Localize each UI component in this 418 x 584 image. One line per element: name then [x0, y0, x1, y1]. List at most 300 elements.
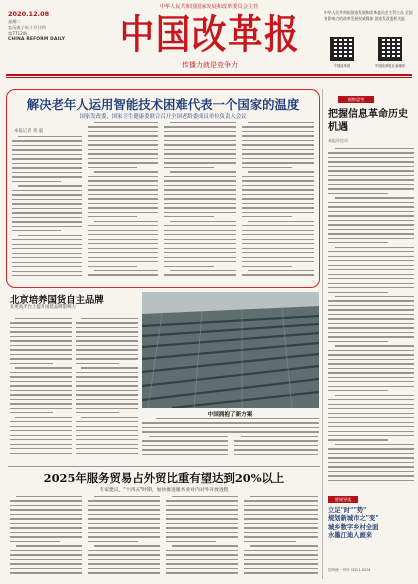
right-column-text [328, 148, 414, 488]
body-text-line [244, 541, 296, 542]
body-text-line [142, 440, 228, 441]
body-text-line [242, 234, 314, 235]
body-text-line [328, 354, 414, 355]
issue-weekday: 星期二 [8, 19, 21, 24]
body-text-line [164, 216, 214, 217]
body-text-line [335, 197, 414, 198]
body-text-line [328, 242, 388, 243]
second-story-headline[interactable]: 北京培养国货自主品牌 [10, 295, 104, 306]
body-text-line [76, 439, 138, 440]
body-text-line [164, 243, 236, 244]
body-text-line [12, 212, 82, 213]
body-text-line [328, 408, 414, 409]
bottom-story-text-column [10, 496, 82, 580]
body-text-line [76, 408, 138, 409]
body-text-line [328, 170, 414, 171]
body-text-line [10, 444, 72, 445]
body-text-line [94, 122, 158, 123]
body-text-line [166, 568, 238, 569]
body-text-line [242, 243, 314, 244]
body-text-line [76, 430, 138, 431]
body-text-line [234, 440, 318, 441]
body-text-line [12, 230, 61, 231]
body-text-line [76, 376, 138, 377]
body-text-line [328, 422, 414, 423]
body-text-line [12, 271, 82, 272]
body-text-line [88, 536, 160, 537]
body-text-line [248, 270, 314, 271]
body-text-line [164, 252, 236, 253]
body-text-line [10, 541, 60, 542]
body-text-line [244, 527, 318, 528]
body-text-line [10, 327, 72, 328]
body-text-line [88, 176, 158, 177]
body-text-line [15, 417, 72, 418]
body-text-line [76, 354, 138, 355]
body-text-line [244, 509, 318, 510]
body-text-line [244, 532, 318, 533]
second-story-text-column [76, 318, 138, 460]
body-text-line [164, 153, 236, 154]
body-text-line [10, 354, 72, 355]
body-text-line [335, 148, 414, 149]
body-text-line [234, 454, 318, 455]
body-text-line [12, 257, 82, 258]
body-text-line [76, 363, 119, 364]
body-text-line [76, 381, 138, 382]
body-text-line [172, 545, 238, 546]
body-text-line [328, 332, 414, 333]
english-name: CHINA REFORM DAILY [8, 37, 66, 42]
body-text-line [248, 221, 314, 222]
body-text-line [328, 426, 414, 427]
body-text-line [328, 265, 414, 266]
body-text-line [328, 466, 414, 467]
news-photo[interactable] [142, 292, 319, 408]
body-text-line [16, 496, 82, 497]
body-text-line [242, 140, 314, 141]
body-text-line [164, 140, 236, 141]
body-text-line [88, 568, 160, 569]
body-text-line [328, 453, 414, 454]
body-text-line [94, 171, 158, 172]
lead-story-text-column [164, 122, 236, 282]
body-text-line [88, 212, 158, 213]
body-text-line [242, 207, 314, 208]
toc-item[interactable]: 立足"时""势" [328, 507, 367, 514]
body-text-line [142, 454, 228, 455]
masthead [0, 0, 418, 82]
body-text-line [164, 158, 236, 159]
body-text-line [328, 439, 388, 440]
body-text-line [88, 532, 160, 533]
body-text-line [88, 266, 137, 267]
body-text-line [88, 140, 158, 141]
issue-lunar-date: 农历庚子年十月廿四 [8, 25, 46, 30]
body-text-line [328, 305, 414, 306]
body-text-line [12, 226, 82, 227]
body-text-line [76, 435, 138, 436]
body-text-line [94, 221, 158, 222]
body-text-line [242, 261, 314, 262]
body-text-line [164, 144, 236, 145]
body-text-line [76, 421, 138, 422]
second-story-subheadline: 在更高平台上提升国货品牌影响力 [10, 305, 76, 310]
body-text-line [15, 367, 72, 368]
body-text-line [242, 189, 314, 190]
body-text-line [250, 545, 318, 546]
body-text-line [76, 385, 138, 386]
body-text-line [242, 216, 292, 217]
body-text-line [164, 131, 236, 132]
body-text-line [12, 145, 82, 146]
body-text-line [12, 158, 82, 159]
body-text-line [328, 381, 414, 382]
body-text-line [88, 559, 160, 560]
body-text-line [76, 336, 138, 337]
body-text-line [10, 408, 72, 409]
body-text-line [328, 283, 414, 284]
body-text-line [88, 243, 158, 244]
body-text-line [242, 158, 314, 159]
body-text-line [10, 363, 53, 364]
body-text-line [164, 248, 236, 249]
body-text-line [328, 431, 414, 432]
bottom-story-text-column [244, 496, 318, 580]
lead-story-text-column [242, 122, 314, 282]
body-text-line [164, 198, 236, 199]
body-text-line [248, 122, 314, 123]
body-text-line [12, 181, 61, 182]
body-text-line [164, 234, 236, 235]
body-text-line [242, 131, 314, 132]
toc-item[interactable]: 规划新城市之"变" [328, 515, 379, 523]
body-text-line [10, 421, 72, 422]
body-text-line [88, 225, 158, 226]
body-text-line [164, 203, 236, 204]
body-text-line [170, 171, 236, 172]
body-text-line [88, 189, 158, 190]
body-text-line [10, 336, 72, 337]
body-text-line [328, 179, 414, 180]
body-text-line [12, 172, 82, 173]
body-text-line [88, 131, 158, 132]
lead-story-headline[interactable]: 解决老年人运用智能技术困难代表一个国家的温度 [26, 97, 300, 112]
body-text-line [166, 523, 238, 524]
body-text-line [88, 185, 158, 186]
body-text-line [10, 500, 82, 501]
body-text-line [10, 448, 72, 449]
body-text-line [12, 262, 82, 263]
body-text-line [88, 144, 158, 145]
registration-number: 国内统一刊号 CN11-0291 [328, 568, 371, 572]
body-text-line [12, 253, 82, 254]
body-text-line [88, 554, 160, 555]
body-text-line [10, 385, 72, 386]
body-text-line [88, 149, 158, 150]
right-column-headline[interactable]: 把握信息革命历史机遇 [328, 109, 408, 133]
body-text-line [166, 572, 238, 573]
masthead-divider [6, 74, 412, 76]
photo-caption-title: 中国拥抱了新方案 [207, 412, 253, 418]
body-text-line [242, 257, 314, 258]
body-text-line [10, 435, 72, 436]
body-text-line [10, 426, 72, 427]
body-text-line [10, 322, 72, 323]
body-text-line [172, 496, 238, 497]
body-text-line [10, 568, 82, 569]
body-text-line [88, 523, 160, 524]
lead-story-subheadline: 国家发改委、国家卫生健康委联合召开全国老龄委成员单位负责人会议 [79, 114, 247, 120]
body-text-line [242, 274, 314, 275]
body-text-line [166, 527, 238, 528]
body-text-line [242, 167, 292, 168]
body-text-line [10, 527, 82, 528]
body-text-line [328, 260, 414, 261]
body-text-line [328, 435, 414, 436]
body-text-line [76, 331, 138, 332]
body-text-line [76, 340, 138, 341]
body-text-line [328, 404, 414, 405]
body-text-line [170, 270, 236, 271]
body-text-line [88, 216, 137, 217]
body-text-line [170, 122, 236, 123]
toc-item[interactable]: 水墨江迪人画来 [328, 531, 373, 539]
newspaper-logo: 中国改革报 [119, 11, 301, 58]
body-text-line [164, 239, 236, 240]
body-text-line [166, 550, 238, 551]
body-text-line [10, 550, 82, 551]
body-text-line [328, 188, 414, 189]
body-text-line [76, 345, 138, 346]
body-text-line [88, 563, 160, 564]
body-text-line [10, 563, 82, 564]
body-text-line [88, 274, 158, 275]
body-text-line [76, 322, 138, 323]
body-text-line [242, 135, 314, 136]
body-text-line [242, 176, 314, 177]
body-text-line [76, 349, 138, 350]
body-text-line [244, 550, 318, 551]
body-text-line [166, 532, 238, 533]
body-text-line [10, 536, 82, 537]
body-text-line [156, 418, 319, 419]
qr-code-icon[interactable] [378, 37, 402, 61]
body-text-line [12, 190, 82, 191]
body-text-line [88, 234, 158, 235]
body-text-line [328, 480, 414, 481]
body-text-line [88, 167, 137, 168]
middle-text-column [142, 436, 228, 462]
body-text-line [166, 536, 238, 537]
body-text-line [88, 252, 158, 253]
bottom-story-text-column [166, 496, 238, 580]
body-text-line [12, 194, 82, 195]
body-text-line [15, 318, 72, 319]
body-text-line [88, 550, 160, 551]
body-text-line [234, 445, 318, 446]
body-text-line [164, 257, 236, 258]
body-text-line [12, 167, 82, 168]
lead-story-text-column [12, 136, 82, 282]
body-text-line [328, 224, 414, 225]
body-text-line [244, 572, 318, 573]
body-text-line [328, 166, 414, 167]
body-text-line [76, 399, 138, 400]
body-text-line [328, 152, 414, 153]
body-text-line [10, 358, 72, 359]
body-text-line [164, 126, 236, 127]
body-text-line [142, 427, 319, 428]
body-text-line [10, 345, 72, 346]
body-text-line [88, 203, 158, 204]
body-text-line [328, 161, 414, 162]
body-text-line [242, 248, 314, 249]
middle-text-column [234, 436, 318, 462]
body-text-line [18, 185, 82, 186]
body-text-line [94, 545, 160, 546]
body-text-line [328, 233, 414, 234]
body-text-line [328, 215, 414, 216]
body-text-line [76, 394, 138, 395]
body-text-line [88, 527, 160, 528]
body-text-line [164, 185, 236, 186]
body-text-line [328, 475, 414, 476]
body-text-line [328, 274, 414, 275]
body-text-line [328, 327, 414, 328]
body-text-line [76, 426, 138, 427]
body-text-line [328, 229, 414, 230]
body-text-line [242, 239, 314, 240]
toc-item[interactable]: 城乡数字乡村全面 [328, 523, 379, 531]
body-text-line [12, 266, 82, 267]
body-text-line [170, 221, 236, 222]
body-text-line [88, 518, 160, 519]
body-text-line [164, 176, 236, 177]
body-text-line [248, 171, 314, 172]
body-text-line [88, 261, 158, 262]
body-text-line [12, 248, 82, 249]
body-text-line [242, 225, 314, 226]
body-text-line [149, 436, 228, 437]
body-text-line [244, 559, 318, 560]
body-text-line [244, 554, 318, 555]
body-text-line [12, 208, 82, 209]
body-text-line [88, 153, 158, 154]
tagline: 传播力就是竞争力 [182, 61, 238, 69]
body-text-line [335, 444, 414, 445]
body-text-line [88, 257, 158, 258]
body-text-line [10, 403, 72, 404]
body-text-line [10, 394, 72, 395]
body-text-line [328, 363, 414, 364]
bottom-story-divider [8, 466, 320, 467]
body-text-line [164, 189, 236, 190]
body-text-line [10, 532, 82, 533]
body-text-line [10, 554, 82, 555]
body-text-line [335, 296, 414, 297]
body-text-line [12, 140, 82, 141]
body-text-line [18, 235, 82, 236]
body-text-line [250, 496, 318, 497]
bottom-story-headline[interactable]: 2025年服务贸易占外贸比重有望达到20%以上 [43, 471, 285, 485]
lead-story-byline: 本报记者 蒋 毅 [14, 129, 44, 134]
lead-story-text-column [88, 122, 158, 282]
body-text-line [242, 180, 314, 181]
body-text-line [242, 162, 314, 163]
body-text-line [10, 372, 72, 373]
body-text-line [10, 412, 53, 413]
body-text-line [328, 341, 388, 342]
body-text-line [88, 135, 158, 136]
qr-code-icon[interactable] [330, 37, 354, 61]
body-text-line [12, 199, 82, 200]
body-text-line [10, 349, 72, 350]
body-text-line [242, 153, 314, 154]
body-text-line [242, 266, 292, 267]
masthead-divider-thin [6, 77, 412, 78]
body-text-line [328, 220, 414, 221]
body-text-line [164, 180, 236, 181]
body-text-line [244, 514, 318, 515]
body-text-line [76, 403, 138, 404]
body-text-line [88, 509, 160, 510]
body-text-line [164, 149, 236, 150]
body-text-line [328, 287, 414, 288]
body-text-line [88, 198, 158, 199]
body-text-line [88, 180, 158, 181]
right-column-byline: 本报评论员 [328, 138, 348, 143]
body-text-line [88, 207, 158, 208]
body-text-line [242, 252, 314, 253]
body-text-line [244, 500, 318, 501]
body-text-line [328, 300, 414, 301]
body-text-line [142, 445, 228, 446]
body-text-line [328, 269, 414, 270]
body-text-line [242, 185, 314, 186]
body-text-line [328, 157, 414, 158]
body-text-line [234, 449, 318, 450]
body-text-line [10, 390, 72, 391]
body-text-line [88, 158, 158, 159]
qr-left-label: 中国改革报 [333, 64, 351, 68]
body-text-line [88, 572, 160, 573]
body-text-line [164, 194, 236, 195]
body-text-line [328, 193, 388, 194]
body-text-line [12, 217, 82, 218]
body-text-line [164, 167, 214, 168]
body-text-line [335, 247, 414, 248]
body-text-line [328, 359, 414, 360]
body-text-line [12, 203, 82, 204]
body-text-line [166, 554, 238, 555]
body-text-line [164, 225, 236, 226]
body-text-line [10, 439, 72, 440]
body-text-line [166, 563, 238, 564]
body-text-line [88, 248, 158, 249]
body-text-line [164, 212, 236, 213]
body-text-line [88, 239, 158, 240]
body-text-line [88, 505, 160, 506]
body-text-line [328, 336, 414, 337]
body-text-line [10, 376, 72, 377]
body-text-line [166, 514, 238, 515]
body-text-line [10, 340, 72, 341]
body-text-line [164, 207, 236, 208]
qr-right-label: 中国改革报社新媒体 [374, 64, 406, 68]
body-text-line [88, 500, 160, 501]
body-text-line [12, 221, 82, 222]
